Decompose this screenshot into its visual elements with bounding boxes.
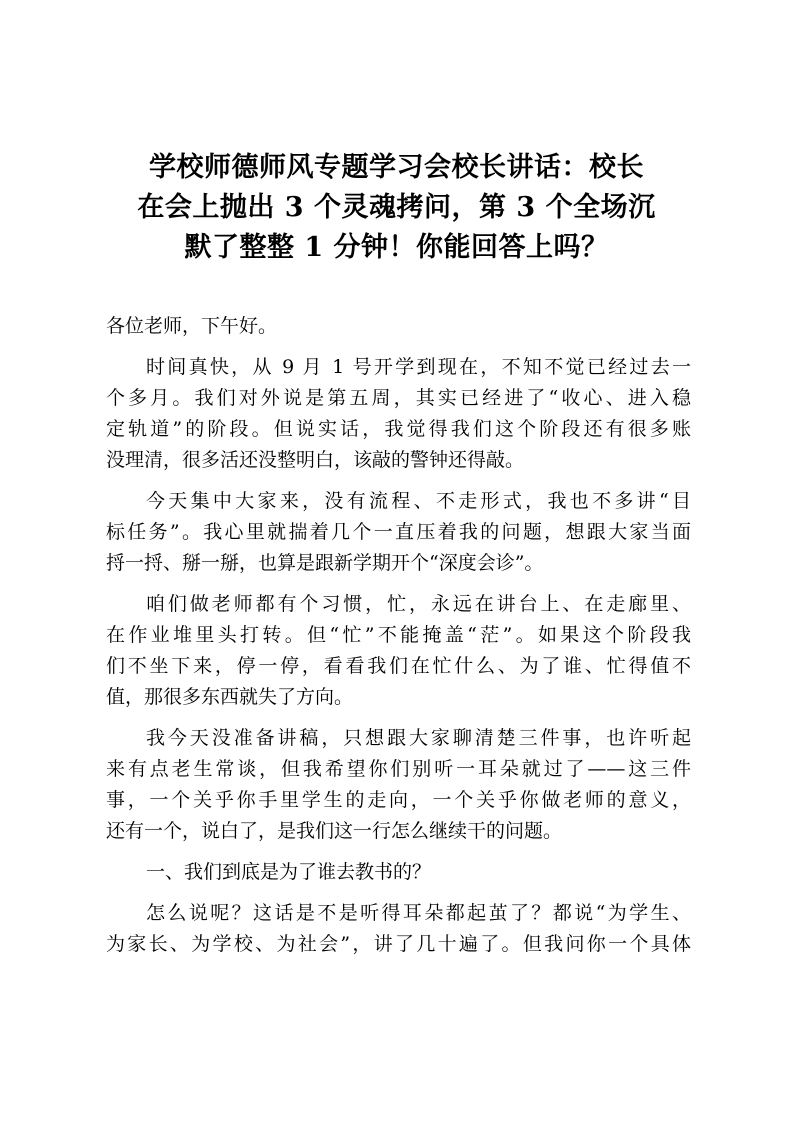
title-line: 在会上抛出 3 个灵魂拷问，第 3 个全场沉: [137, 192, 656, 223]
paragraph-line: 时间真快，从 9 月 1 号开学到现在，不知不觉已经过去一: [146, 356, 691, 378]
paragraph: [106, 352, 691, 476]
paragraph-line: 今天集中大家来，没有流程、不走形式，我也不多讲“目: [146, 490, 691, 512]
paragraph-line: 咱们做老师都有个习惯，忙，永远在讲台上、在走廊里、: [146, 593, 691, 615]
document-title: [100, 148, 693, 268]
paragraph-line: 事，一个关乎你手里学生的走向，一个关乎你做老师的意义，: [106, 789, 691, 811]
paragraph-line: 在作业堆里头打转。但“忙”不能掩盖“茫”。如果这个阶段我: [106, 624, 691, 646]
paragraph: [106, 723, 691, 847]
paragraph-line: 来有点老生常谈，但我希望你们别听一耳朵就过了——这三件: [106, 758, 691, 780]
title-line: 默了整整 1 分钟！你能回答上吗？: [184, 232, 609, 263]
paragraph: [106, 589, 691, 713]
section-heading-paragraph: [106, 857, 691, 888]
paragraph: [106, 486, 691, 579]
greeting: 各位老师，下午好。: [106, 315, 278, 337]
document-body: [106, 311, 691, 970]
paragraph-line: 捋一捋、掰一掰，也算是跟新学期开个“深度会诊”。: [106, 552, 544, 574]
paragraph-line: 怎么说呢？这话是不是听得耳朵都起茧了？都说“为学生、: [146, 902, 691, 924]
paragraph-line: 为家长、为学校、为社会”，讲了几十遍了。但我问你一个具体: [106, 933, 691, 955]
paragraph-line: 标任务”。我心里就揣着几个一直压着我的问题，想跟大家当面: [106, 521, 691, 543]
paragraph-line: 个多月。我们对外说是第五周，其实已经进了“收心、进入稳: [106, 387, 691, 409]
section-heading: 一、我们到底是为了谁去教书的？: [146, 861, 432, 883]
paragraph-line: 还有一个，说白了，是我们这一行怎么继续干的问题。: [106, 820, 563, 842]
paragraph-line: 们不坐下来，停一停，看看我们在忙什么、为了谁、忙得值不: [106, 655, 691, 677]
title-line: 学校师德师风专题学习会校长讲话：校长: [149, 152, 644, 183]
paragraph-line: 值，那很多东西就失了方向。: [106, 686, 354, 708]
paragraph: [106, 898, 691, 960]
paragraph-line: 定轨道”的阶段。但说实话，我觉得我们这个阶段还有很多账: [106, 418, 691, 440]
paragraph-line: 我今天没准备讲稿，只想跟大家聊清楚三件事，也许听起: [146, 727, 691, 749]
greeting-paragraph: [106, 311, 691, 342]
paragraph-line: 没理清，很多活还没整明白，该敲的警钟还得敲。: [106, 449, 525, 471]
